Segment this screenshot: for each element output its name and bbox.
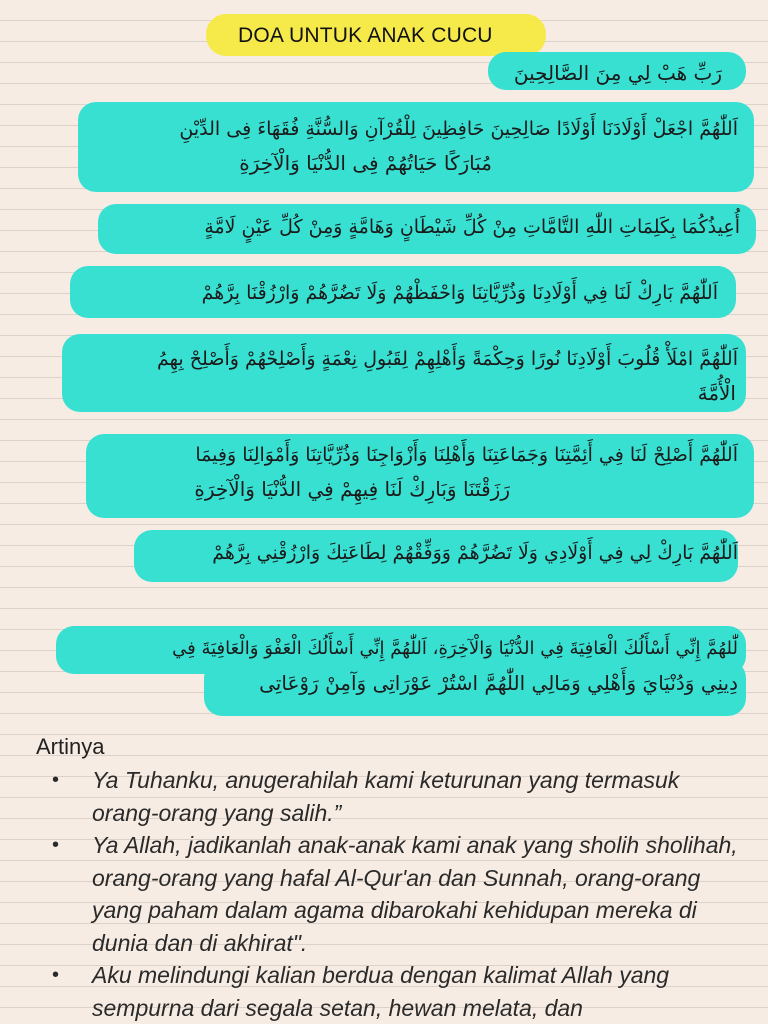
bullet-icon: •: [52, 769, 60, 791]
meaning-list: [0, 764, 768, 1024]
arabic-line-4: أُعِيذُكُمَا بِكَلِمَاتِ اللّٰهِ التَّامَّاتِ مِنْ كُلِّ شَيْطَانٍ وَهَامَّةٍ وَمِنْ كُلِّ عَيْنٍ لَامَّةٍ: [204, 216, 740, 238]
arabic-line-8: اَللّٰهُمَّ أَصْلِحْ لَنَا فِي أَئِمَّتِنَا وَجَمَاعَتِنَا وَأَهْلِنَا وَأَزْوَاجِنَا وَذُرِّيَّاتِنَا وَأَمْوَالِنَا وَفِيمَا: [195, 444, 738, 466]
arabic-line-7: الْأُمَّةَ: [697, 381, 736, 405]
arabic-line-2: اَللّٰهُمَّ اجْعَلْ أَوْلَادَنَا أَوْلَادًا صَالِحِينَ حَافِظِينَ لِلْقُرْآنِ وَالسُّنَّةِ فُقَهَاءَ فِى الدِّيْنِ: [179, 118, 738, 140]
bullet-icon: •: [52, 834, 60, 856]
page-title: DOA UNTUK ANAK CUCU: [238, 24, 493, 47]
arabic-line-12: دِينِي وَدُنْيَايَ وَأَهْلِي وَمَالِي اللّٰهُمَّ اسْتُرْ عَوْرَاتِى وَآمِنْ رَوْعَاتِى: [259, 671, 738, 695]
list-item: [0, 829, 768, 959]
list-item: [0, 959, 768, 1024]
arabic-line-10: اَللّٰهُمَّ بَارِكْ لِي فِي أَوْلَادِي وَلَا تَضُرَّهُمْ وَوَفِّقْهُمْ لِطَاعَتِكَ وَارْزُقْنِي بِرَّهُمْ: [212, 542, 738, 564]
bullet-icon: •: [52, 964, 60, 986]
arabic-line-1: رَبِّ هَبْ لِي مِنَ الصَّالِحِينَ: [513, 61, 722, 85]
arabic-line-3: مُبَارَكًا حَيَاتُهُمْ فِى الدُّنْيَا وَالْآخِرَةِ: [239, 151, 492, 175]
arabic-line-9: رَزَقْتَنَا وَبَارِكْ لَنَا فِيهِمْ فِي الدُّنْيَا وَالْآخِرَةِ: [194, 477, 510, 501]
meaning-text: Ya Allah, jadikanlah anak-anak kami anak yang sholih sholihah, orang-orang yang hafal Al-Qur'an dan Sunnah, orang-orang yang paham dalam agama dibarokahi kehidupan mereka di dunia dan di akhirat".: [92, 832, 738, 956]
meaning-text: Ya Tuhanku, anugerahilah kami keturunan yang termasuk orang-orang yang salih.”: [92, 767, 680, 826]
arabic-line-6: اَللّٰهُمَّ امْلَأْ قُلُوبَ أَوْلَادِنَا نُورًا وَحِكْمَةً وَأَهْلِهِمْ لِقَبُولِ نِعْمَةٍ وَأَصْلِحْهُمْ وَأَصْلِحْ بِهِمُ: [157, 348, 738, 370]
arabic-line-11: لّٰلهُمَّ إِنِّي أَسْأَلُكَ الْعَافِيَةَ فِي الدُّنْيَا وَالْآخِرَةِ، اَللّٰهُمَّ إِنِّي أَسْأَلُكَ الْعَفْوَ وَالْعَافِيَةَ فِي: [172, 638, 738, 659]
arabic-line-5: اَللّٰهُمَّ بَارِكْ لَنَا فِي أَوْلَادِنَا وَذُرِّيَّاتِنَا وَاحْفَظْهُمْ وَلَا تَضُرَّهُمْ وَارْزُقْنَا بِرَّهُمْ: [201, 282, 718, 304]
meaning-heading: Artinya: [36, 734, 105, 759]
list-item: [0, 764, 768, 829]
meaning-text: Aku melindungi kalian berdua dengan kalimat Allah yang sempurna dari segala setan, hewan melata, dan: [92, 962, 670, 1021]
